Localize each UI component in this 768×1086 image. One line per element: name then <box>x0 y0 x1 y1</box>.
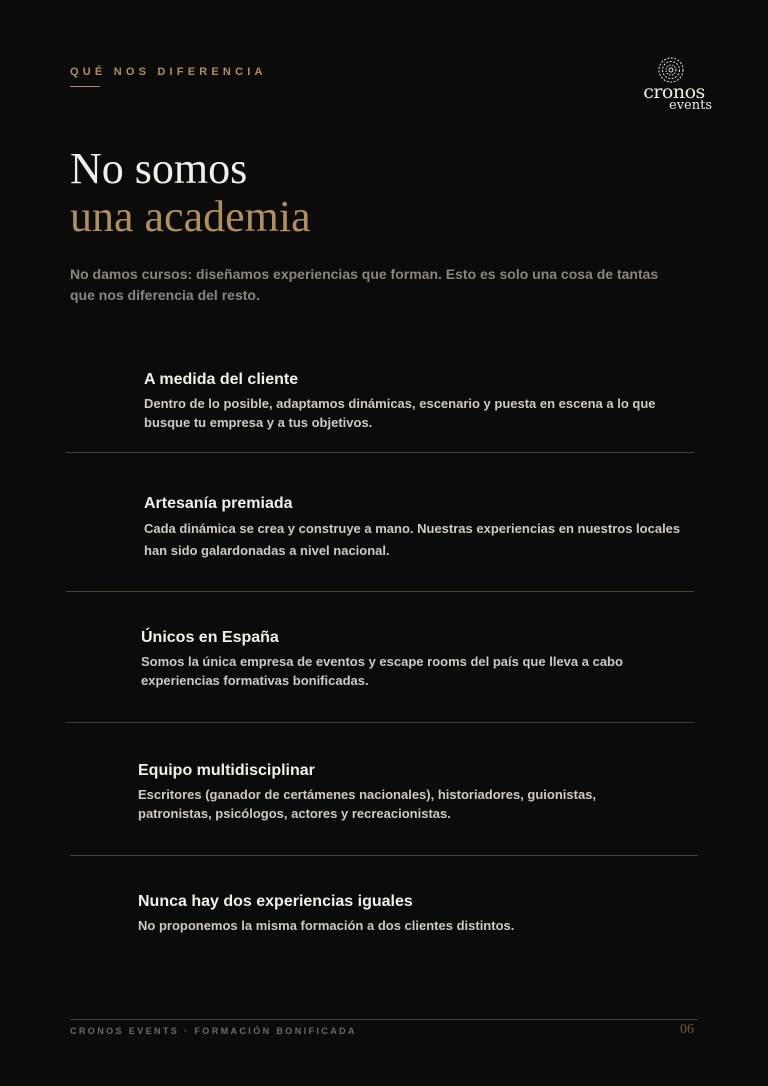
feature-title: A medida del cliente <box>144 371 299 388</box>
section-kicker: QUÉ NOS DIFERENCIA <box>70 66 267 78</box>
intro-paragraph: No damos cursos: diseñamos experiencias que forman. Esto es solo una cosa de tantas que nos diferencia del resto. <box>70 266 659 303</box>
feature-text: No proponemos la misma formación a dos clientes distintos. <box>138 918 515 933</box>
page-number: 06 <box>680 1022 694 1037</box>
title-line-1: No somos <box>70 144 248 193</box>
divider <box>66 722 694 723</box>
feature-title: Únicos en España <box>141 629 279 646</box>
feature-item <box>138 892 698 935</box>
brand-logo <box>634 56 714 120</box>
feature-item <box>144 494 684 562</box>
feature-text: Cada dinámica se crea y construye a mano. Nuestras experiencias en nuestros locales han sido galardonadas a nivel nacional. <box>144 521 681 558</box>
divider <box>66 452 694 453</box>
footer-label: CRONOS EVENTS · FORMACIÓN BONIFICADA <box>70 1026 357 1036</box>
feature-item <box>138 761 658 823</box>
footer-divider <box>70 1019 698 1020</box>
logo-subtitle: events <box>669 98 712 113</box>
title-line-2: una academia <box>70 192 311 241</box>
kicker-underline <box>70 86 100 87</box>
divider <box>66 591 694 592</box>
feature-item <box>144 370 664 432</box>
logo-wordmark: cronos <box>643 81 705 103</box>
feature-text: Somos la única empresa de eventos y escape rooms del país que lleva a cabo experiencias formativas bonificadas. <box>141 654 623 688</box>
feature-title: Nunca hay dos experiencias iguales <box>138 893 413 910</box>
feature-title: Equipo multidisciplinar <box>138 762 315 779</box>
feature-text: Escritores (ganador de certámenes nacionales), historiadores, guionistas, patronistas, psicólogos, actores y recreacionistas. <box>138 787 597 821</box>
page-title <box>70 145 311 241</box>
divider <box>70 855 698 856</box>
feature-item <box>141 628 691 690</box>
feature-title: Artesanía premiada <box>144 495 293 512</box>
feature-text: Dentro de lo posible, adaptamos dinámicas, escenario y puesta en escena a lo que busque tu empresa y a tus objetivos. <box>144 396 656 430</box>
